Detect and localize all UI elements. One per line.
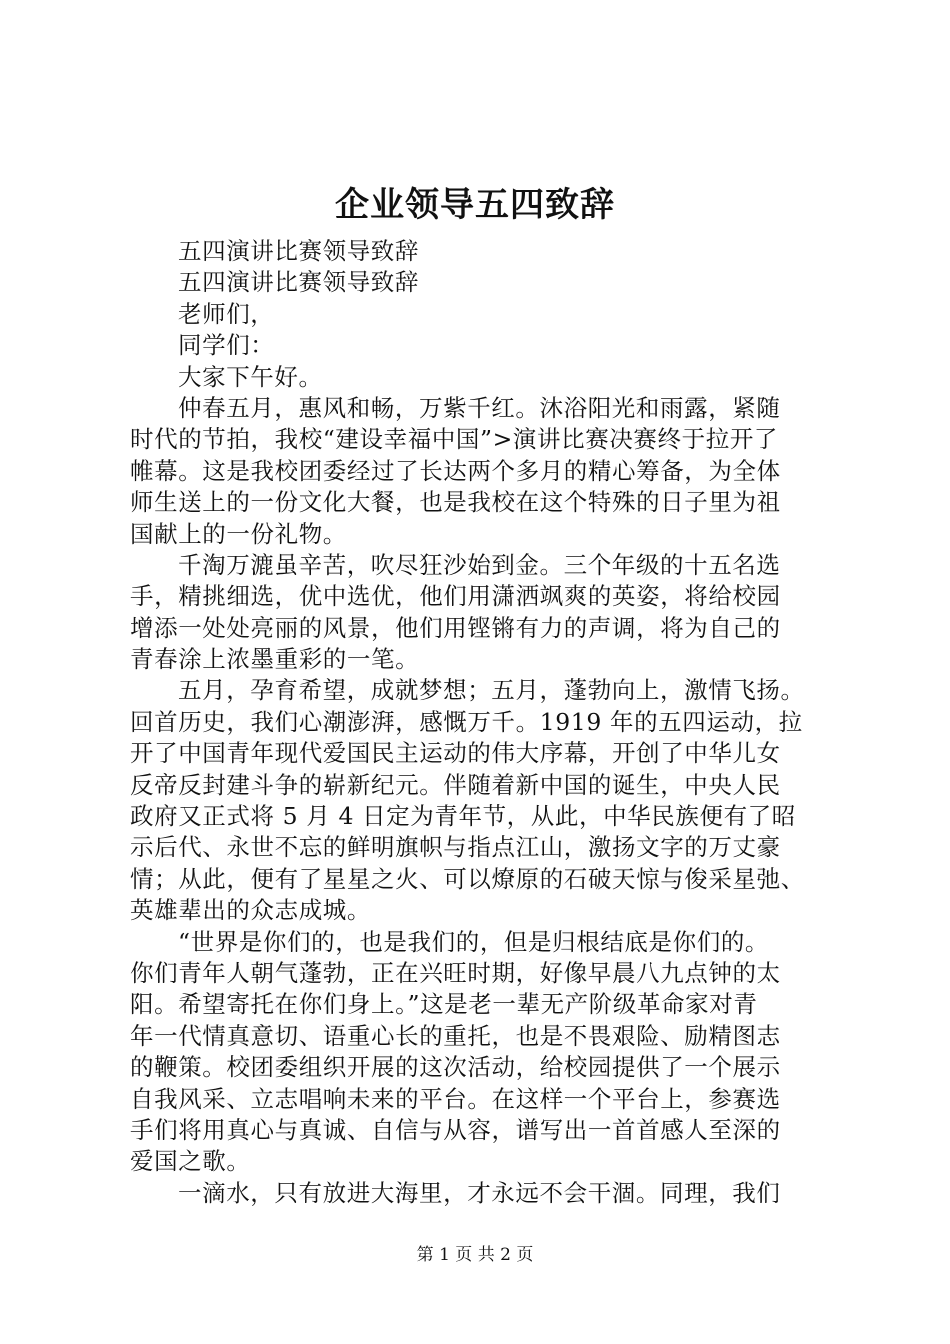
document-title: 企业领导五四致辞	[335, 185, 615, 225]
text-line: 反帝反封建斗争的崭新纪元。伴随着新中国的诞生，中央人民	[130, 770, 781, 799]
text-line: 一滴水，只有放进大海里，才永远不会干涸。同理，我们	[178, 1178, 781, 1207]
text-line: 阳。希望寄托在你们身上。”这是老一辈无产阶级革命家对青	[130, 990, 758, 1019]
text-line: 英雄辈出的众志成城。	[130, 896, 371, 925]
text-line: 自我风采、立志唱响未来的平台。在这样一个平台上，参赛选	[130, 1084, 781, 1113]
text-line: 同学们：	[178, 331, 275, 360]
text-line: 师生送上的一份文化大餐，也是我校在这个特殊的日子里为祖	[130, 488, 781, 517]
page-footer: 第 1 页 共 2 页	[416, 1245, 534, 1265]
text-line: 年一代情真意切、语重心长的重托，也是不畏艰险、励精图志	[130, 1021, 781, 1050]
text-line: 仲春五月，惠风和畅，万紫千红。沐浴阳光和雨露，紧随	[178, 393, 781, 422]
text-line: 老师们，	[178, 299, 275, 328]
text-line: 爱国之歌。	[130, 1147, 251, 1176]
text-line: “世界是你们的，也是我们的，但是归根结底是你们的。	[178, 927, 770, 956]
text-line: 青春涂上浓墨重彩的一笔。	[130, 645, 420, 674]
text-line: 千淘万漉虽辛苦，吹尽狂沙始到金。三个年级的十五名选	[178, 550, 781, 579]
text-line: 大家下午好。	[178, 362, 323, 391]
text-line: 开了中国青年现代爱国民主运动的伟大序幕，开创了中华儿女	[130, 739, 781, 768]
text-line: 回首历史，我们心潮澎湃，感慨万千。1919 年的五四运动，拉	[130, 707, 803, 736]
text-line: 五四演讲比赛领导致辞	[178, 237, 419, 265]
text-line: 你们青年人朝气蓬勃，正在兴旺时期，好像早晨八九点钟的太	[130, 958, 781, 987]
text-line: 帷幕。这是我校团委经过了长达两个多月的精心筹备，为全体	[130, 456, 781, 485]
document-body	[130, 236, 835, 1209]
text-line: 政府又正式将 5 月 4 日定为青年节，从此，中华民族便有了昭	[130, 802, 796, 831]
text-line: 情；从此，便有了星星之火、可以燎原的石破天惊与俊采星弛、	[130, 864, 805, 893]
text-line: 增添一处处亮丽的风景，他们用铿锵有力的声调，将为自己的	[130, 613, 781, 642]
text-line: 时代的节拍，我校“建设幸福中国”>演讲比赛决赛终于拉开了	[130, 425, 779, 454]
text-line: 的鞭策。校团委组织开展的这次活动，给校园提供了一个展示	[130, 1053, 781, 1082]
text-line: 五四演讲比赛领导致辞	[178, 268, 419, 297]
text-line: 手，精挑细选，优中选优，他们用潇洒飒爽的英姿，将给校园	[130, 582, 781, 611]
text-line: 示后代、永世不忘的鲜明旗帜与指点江山，激扬文字的万丈豪	[130, 833, 781, 862]
text-line: 国献上的一份礼物。	[130, 519, 347, 548]
text-line: 五月，孕育希望，成就梦想；五月，蓬勃向上，激情飞扬。	[178, 676, 805, 705]
text-line: 手们将用真心与真诚、自信与从容，谱写出一首首感人至深的	[130, 1115, 781, 1144]
